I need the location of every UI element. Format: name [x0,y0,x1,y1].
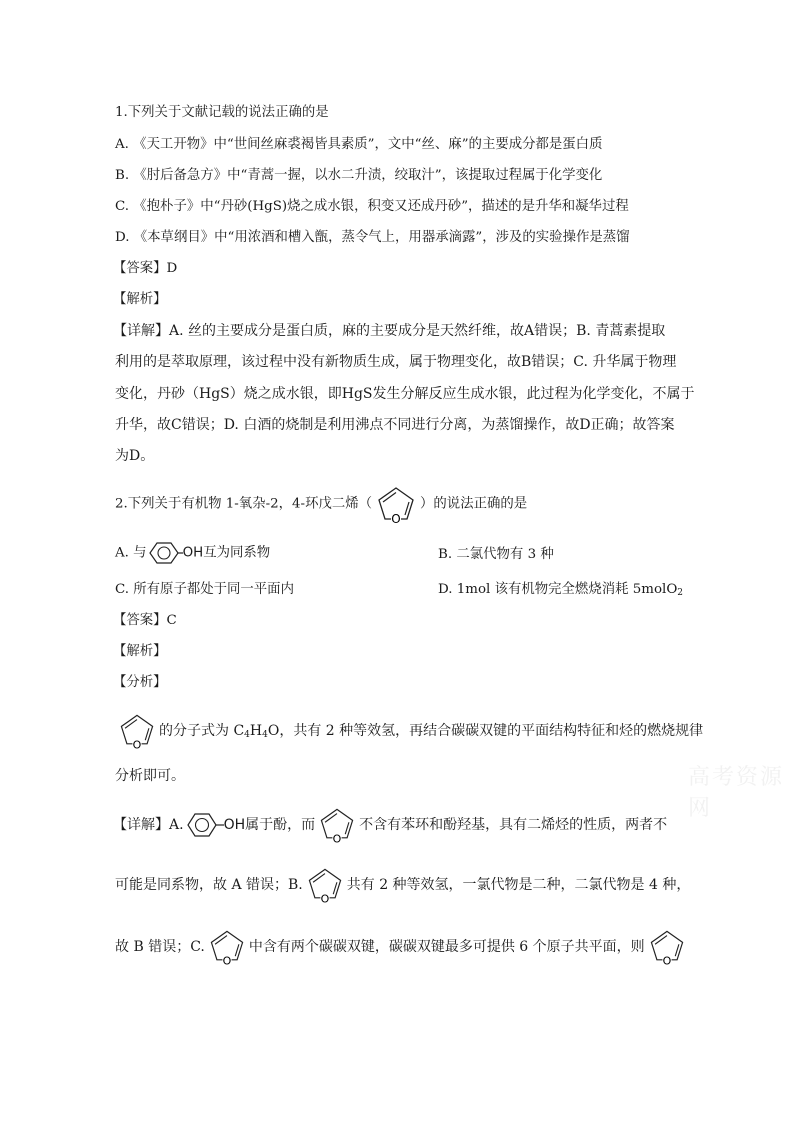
detail-l1-c: 不含有苯环和酚羟基，具有二烯烃的性质，两者不 [359,817,668,833]
q2-detail-line-1 [113,802,667,848]
q2-option-d-pre: D. 1mol 该有机物完全燃烧消耗 5molO [438,582,678,597]
watermark: 高考资源网 [688,765,785,821]
q2-option-a-pre: A. 与 [115,545,147,561]
phenol-oh-label: OH [223,817,246,833]
furan-structure-icon [645,924,689,970]
q1-option-c: C. 《抱朴子》中“丹砂(HgS)烧之成水银，积变又还成丹砂”，描述的是升华和凝华过程 [115,199,629,214]
fenxi-sub-2: 4 [262,730,268,740]
detail-l1-b: 属于酚，而 [245,817,316,833]
detail-l2-a: 可能是同系物，故 A 错误；B. [115,877,303,893]
q2-answer: 【答案】C [113,613,177,628]
fenxi-sub-1: 4 [244,730,250,740]
furan-structure-icon [115,708,159,754]
q1-detail-line-1: 【详解】A. 丝的主要成分是蛋白质，麻的主要成分是天然纤维，故A错误；B. 青蒿素提取 [113,323,666,339]
svg-text:O: O [332,832,342,846]
q2-detail-line-3 [115,924,689,970]
q2-option-d-sub: 2 [677,588,684,598]
q1-option-a: A. 《天工开物》中“世间丝麻裘褐皆具素质”，文中“丝、麻”的主要成分都是蛋白质 [115,137,603,152]
svg-text:O: O [662,954,672,968]
detail-l3-a: 故 B 错误；C. [115,939,205,955]
detail-l2-b: 共有 2 种等效氢，一氯代物是二种，二氯代物是 4 种， [346,877,691,893]
svg-text:O: O [391,512,401,524]
furan-structure-icon [315,802,359,848]
q1-stem: 1.下列关于文献记载的说法正确的是 [115,105,329,120]
q2-option-b: B. 二氯代物有 3 种 [438,547,554,562]
fenxi-text-a: 的分子式为 C [159,723,245,739]
fenxi-text-c: O，共有 2 种等效氢，再结合碳碳双键的平面结构特征和烃的燃烧规律 [267,723,704,739]
q2-option-c: C. 所有原子都处于同一平面内 [115,582,294,597]
detail-l1-a: 【详解】A. [113,817,184,833]
phenol-oh-label: OH [182,545,204,561]
furan-structure-icon [372,484,420,524]
q2-fenxi-heading: 【分析】 [113,675,167,690]
q2-option-a-post: 互为同系物 [203,545,271,561]
q1-analysis-heading: 【解析】 [113,292,167,307]
furan-structure-icon [303,862,347,908]
q1-answer: 【答案】D [113,261,178,276]
q1-option-b: B. 《肘后备急方》中“青蒿一握，以水二升渍，绞取汁”，该提取过程属于化学变化 [115,168,603,183]
q1-detail-line-2: 利用的是萃取原理，该过程中没有新物质生成，属于物理变化，故B错误；C. 升华属于物理 [115,354,677,370]
detail-l3-b: 中含有两个碳碳双键，碳碳双键最多可提供 6 个原子共平面，则 [248,939,645,955]
svg-text:O: O [320,892,330,906]
q2-stem-pre: 2.下列关于有机物 1-氧杂-2，4-环戊二烯（ [115,496,373,512]
q1-detail-line-4: 升华，故C错误；D. 白酒的烧制是利用沸点不同进行分离，为蒸馏操作，故D正确；故答案 [115,417,675,433]
q2-option-d [438,580,683,603]
q2-fenxi-line-2: 分析即可。 [115,768,185,784]
q2-analysis-heading: 【解析】 [113,644,167,659]
q2-option-a [115,540,270,567]
q1-option-d: D. 《本草纲目》中“用浓酒和槽入甑，蒸令气上，用器承滴露”，涉及的实验操作是蒸馏 [115,230,630,245]
q2-detail-line-2 [115,862,690,908]
q2-stem [115,484,527,525]
svg-text:O: O [222,954,232,968]
q1-detail-line-5: 为D。 [115,448,155,464]
q2-stem-post: ）的说法正确的是 [420,496,528,512]
phenol-structure-icon [184,811,224,839]
fenxi-text-b: H [249,723,263,739]
svg-text:O: O [132,738,142,752]
q2-fenxi-line-1 [115,708,703,758]
q1-detail-line-3: 变化，丹砂（HgS）烧之成水银，即HgS发生分解反应生成水银，此过程为化学变化，不属于 [115,386,695,402]
furan-structure-icon [205,924,249,970]
phenol-structure-icon [147,540,183,566]
